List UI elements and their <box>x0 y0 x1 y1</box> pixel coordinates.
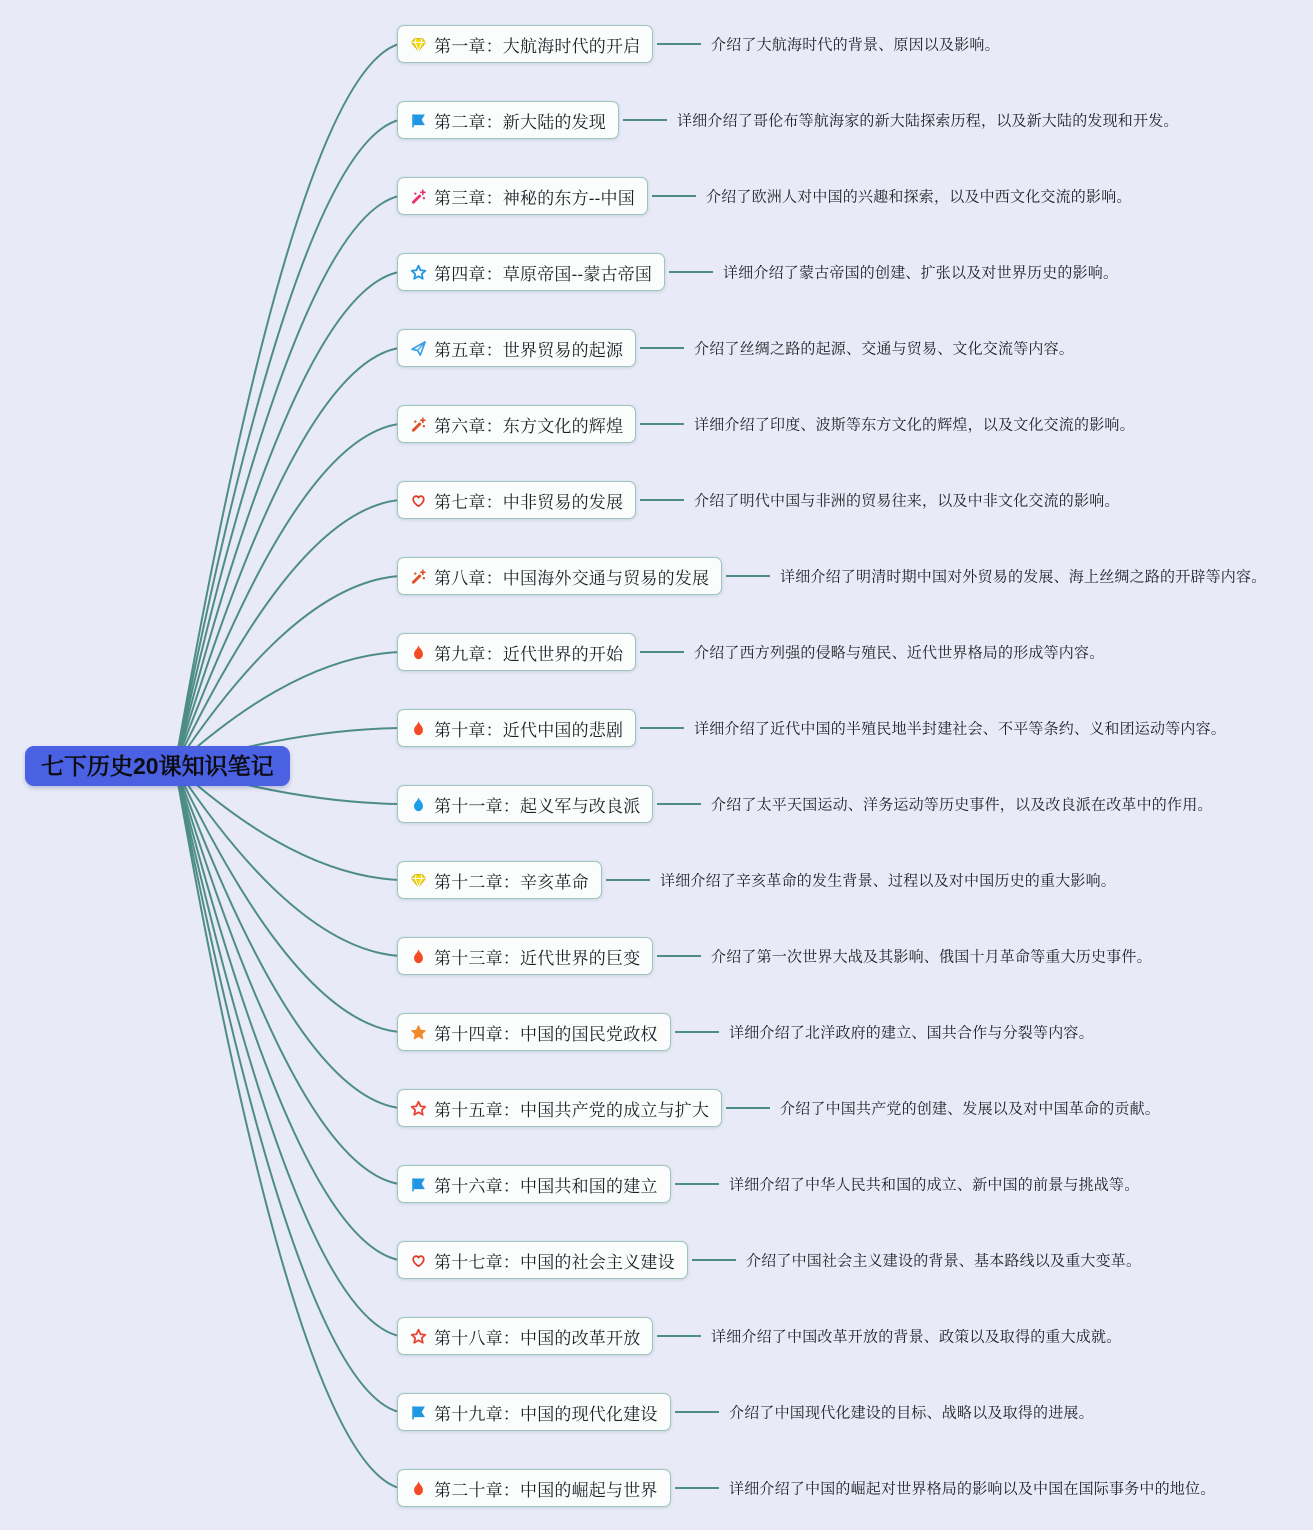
chapter-node[interactable] <box>397 329 636 367</box>
chapter-description[interactable]: 介绍了明代中国与非洲的贸易往来，以及中非文化交流的影响。 <box>694 492 1120 510</box>
central-topic[interactable]: 七下历史20课知识笔记 <box>25 746 290 786</box>
chapter-node[interactable] <box>397 177 648 215</box>
chapter-title: 第六章：东方文化的辉煌 <box>434 416 624 436</box>
chapter-node[interactable] <box>397 1393 671 1431</box>
chapter-title: 第三章：神秘的东方--中国 <box>434 188 635 208</box>
chapter-description[interactable]: 介绍了大航海时代的背景、原因以及影响。 <box>711 36 1000 54</box>
chapter-description[interactable]: 介绍了中国共产党的创建、发展以及对中国革命的贡献。 <box>780 1100 1161 1118</box>
chapter-description[interactable]: 详细介绍了中国改革开放的背景、政策以及取得的重大成就。 <box>711 1328 1122 1346</box>
flag-icon <box>410 112 427 129</box>
chapter-description[interactable]: 介绍了第一次世界大战及其影响、俄国十月革命等重大历史事件。 <box>711 948 1152 966</box>
chapter-description[interactable]: 详细介绍了哥伦布等航海家的新大陆探索历程，以及新大陆的发现和开发。 <box>677 112 1179 130</box>
chapter-description[interactable]: 介绍了欧洲人对中国的兴趣和探索，以及中西文化交流的影响。 <box>706 188 1132 206</box>
heart-outline-icon <box>410 1252 427 1269</box>
chapter-description[interactable]: 介绍了中国社会主义建设的背景、基本路线以及重大变革。 <box>746 1252 1142 1270</box>
paper-plane-icon <box>410 340 427 357</box>
chapter-description[interactable]: 详细介绍了中国的崛起对世界格局的影响以及中国在国际事务中的地位。 <box>729 1480 1216 1498</box>
flame-icon <box>410 644 427 661</box>
chapter-title: 第二章：新大陆的发现 <box>434 112 606 132</box>
chapter-node[interactable] <box>397 937 653 975</box>
chapter-title: 第七章：中非贸易的发展 <box>434 492 624 512</box>
chapter-node[interactable] <box>397 861 602 899</box>
chapter-description[interactable]: 详细介绍了印度、波斯等东方文化的辉煌，以及文化交流的影响。 <box>694 416 1135 434</box>
star-outline-icon <box>410 1328 427 1345</box>
chapter-node[interactable] <box>397 253 665 291</box>
chapter-node[interactable] <box>397 709 636 747</box>
star-filled-icon <box>410 1024 427 1041</box>
chapter-title: 第四章：草原帝国--蒙古帝国 <box>434 264 653 284</box>
star-outline-icon <box>410 264 427 281</box>
flag-icon <box>410 1176 427 1193</box>
chapter-title: 第十一章：起义军与改良派 <box>434 796 641 816</box>
flame-icon <box>410 1480 427 1497</box>
chapter-node[interactable] <box>397 1241 688 1279</box>
chapter-description[interactable]: 详细介绍了中华人民共和国的成立、新中国的前景与挑战等。 <box>729 1176 1140 1194</box>
chapter-description[interactable]: 详细介绍了明清时期中国对外贸易的发展、海上丝绸之路的开辟等内容。 <box>780 568 1267 586</box>
chapter-node[interactable] <box>397 1317 653 1355</box>
chapter-title: 第五章：世界贸易的起源 <box>434 340 624 360</box>
chapter-description[interactable]: 介绍了丝绸之路的起源、交通与贸易、文化交流等内容。 <box>694 340 1075 358</box>
chapter-description[interactable]: 介绍了太平天国运动、洋务运动等历史事件，以及改良派在改革中的作用。 <box>711 796 1213 814</box>
flame-icon <box>410 720 427 737</box>
chapter-title: 第十五章：中国共产党的成立与扩大 <box>434 1100 710 1120</box>
flag-icon <box>410 1404 427 1421</box>
chapter-node[interactable] <box>397 1089 722 1127</box>
chapter-node[interactable] <box>397 1469 671 1507</box>
flame-icon <box>410 796 427 813</box>
chapter-title: 第十九章：中国的现代化建设 <box>434 1404 658 1424</box>
chapter-title: 第十二章：辛亥革命 <box>434 872 589 892</box>
chapter-node[interactable] <box>397 405 636 443</box>
sparkle-icon <box>410 188 427 205</box>
chapter-title: 第十六章：中国共和国的建立 <box>434 1176 658 1196</box>
chapter-title: 第十四章：中国的国民党政权 <box>434 1024 658 1044</box>
chapter-node[interactable] <box>397 25 653 63</box>
chapter-description[interactable]: 详细介绍了近代中国的半殖民地半封建社会、不平等条约、义和团运动等内容。 <box>694 720 1227 738</box>
chapter-title: 第一章：大航海时代的开启 <box>434 36 641 56</box>
chapter-title: 第八章：中国海外交通与贸易的发展 <box>434 568 710 588</box>
chapter-node[interactable] <box>397 557 722 595</box>
chapter-title: 第二十章：中国的崛起与世界 <box>434 1480 658 1500</box>
chapter-node[interactable] <box>397 1165 671 1203</box>
chapter-node[interactable] <box>397 1013 671 1051</box>
flame-icon <box>410 948 427 965</box>
chapter-description[interactable]: 详细介绍了北洋政府的建立、国共合作与分裂等内容。 <box>729 1024 1094 1042</box>
chapter-node[interactable] <box>397 101 619 139</box>
chapter-description[interactable]: 介绍了中国现代化建设的目标、战略以及取得的进展。 <box>729 1404 1094 1422</box>
gem-icon <box>410 872 427 889</box>
chapter-title: 第十三章：近代世界的巨变 <box>434 948 641 968</box>
gem-icon <box>410 36 427 53</box>
chapter-title: 第十七章：中国的社会主义建设 <box>434 1252 675 1272</box>
star-outline-icon <box>410 1100 427 1117</box>
chapter-node[interactable] <box>397 785 653 823</box>
sparkle-icon <box>410 416 427 433</box>
chapter-description[interactable]: 介绍了西方列强的侵略与殖民、近代世界格局的形成等内容。 <box>694 644 1105 662</box>
heart-outline-icon <box>410 492 427 509</box>
chapter-title: 第九章：近代世界的开始 <box>434 644 624 664</box>
chapter-description[interactable]: 详细介绍了辛亥革命的发生背景、过程以及对中国历史的重大影响。 <box>660 872 1117 890</box>
chapter-node[interactable] <box>397 633 636 671</box>
chapter-title: 第十章：近代中国的悲剧 <box>434 720 624 740</box>
sparkle-icon <box>410 568 427 585</box>
chapter-description[interactable]: 详细介绍了蒙古帝国的创建、扩张以及对世界历史的影响。 <box>723 264 1119 282</box>
chapter-node[interactable] <box>397 481 636 519</box>
chapter-title: 第十八章：中国的改革开放 <box>434 1328 641 1348</box>
